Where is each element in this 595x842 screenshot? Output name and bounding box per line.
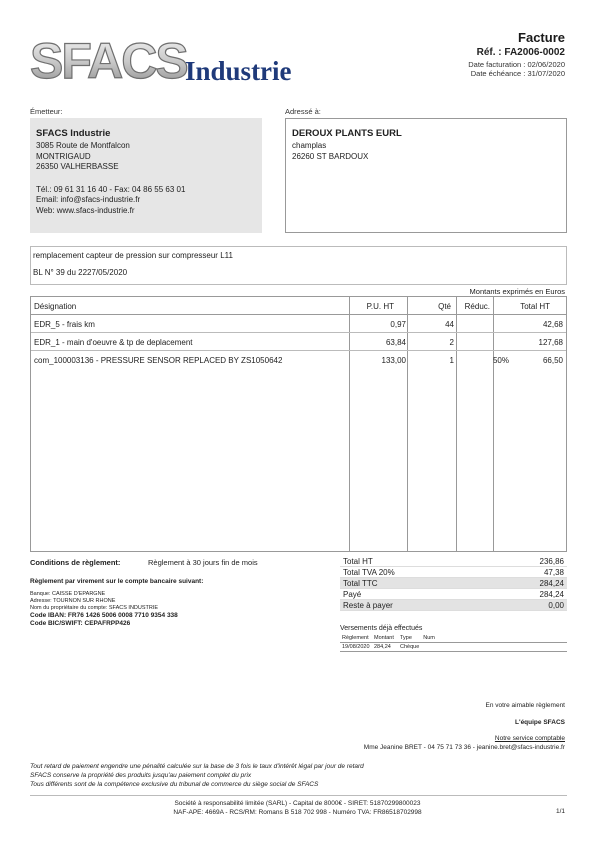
description-line-1: remplacement capteur de pression sur compresseur L11 [33, 251, 233, 260]
payment-conditions [30, 558, 320, 628]
payments-made [340, 625, 567, 652]
closing-line: En votre aimable règlement [485, 702, 565, 709]
payments-table: Règlement Montant Type Num 19/08/2020 284,24 Chèque [340, 634, 567, 652]
conditions-value: Règlement à 30 jours fin de mois [148, 558, 258, 567]
legal-footer [0, 799, 595, 817]
total-ht-row: Total HT 236,86 [340, 556, 567, 567]
header-discount: Réduc. [464, 302, 490, 311]
row-quantity: 1 [449, 356, 454, 365]
items-table [30, 296, 567, 552]
conditions-label: Conditions de règlement: [30, 558, 121, 567]
emitter-email: Email: info@sfacs-industrie.fr [36, 195, 141, 204]
footer-line-2: NAF-APE: 4669A - RCS/RM: Romans B 518 702 998 - Numéro TVA: FR86518702998 [173, 809, 422, 816]
header-total: Total HT [520, 302, 550, 311]
footer-line-1: Société à responsabilité limitée (SARL) - Capital de 8000€ - SIRET: 51870299800023 [174, 800, 421, 807]
row-quantity: 2 [449, 338, 454, 347]
row-total: 127,68 [538, 338, 563, 347]
emitter-address-3: 26350 VALHERBASSE [36, 162, 119, 171]
logo-industrie-text: Industrie [185, 56, 292, 86]
paid-row: Payé 284,24 [340, 589, 567, 600]
bank-address: Adresse: TOURNON SUR RHONE [30, 598, 116, 604]
row-designation: EDR_1 - main d'oeuvre & tp de deplacement [34, 338, 193, 347]
accounting-contact: Mme Jeanine BRET - 04 75 71 73 36 - jeanine.bret@sfacs-industrie.fr [363, 744, 565, 751]
table-row [31, 351, 566, 369]
recipient-address-2: 26260 ST BARDOUX [292, 151, 369, 161]
bic: Code BIC/SWIFT: CEPAFRPP426 [30, 620, 131, 627]
remaining-row: Reste à payer 0,00 [340, 600, 567, 611]
row-total: 42,68 [542, 320, 563, 329]
late-payment-terms: Tout retard de paiement engendre une pénalité calculée sur la base de 3 fois le taux d'intérêt légal par jour de retard SFACS conserve la propriété des produits jusqu'au paiement complet du prix Tous différents sont de la compétence exclusive du tribunal de commerce du siège social de SFACS [30, 763, 364, 788]
account-owner: Nom du propriétaire du compte: SFACS INDUSTRIE [30, 605, 159, 611]
table-row [31, 333, 566, 351]
row-unit-price: 0,97 [390, 320, 406, 329]
accounting-service: Notre service comptable [494, 735, 565, 742]
row-designation: com_100003136 - PRESSURE SENSOR REPLACED BY ZS1050642 [34, 356, 283, 365]
emitter-web: Web: www.sfacs-industrie.fr [36, 205, 135, 215]
table-row: 19/08/2020 284,24 Chèque [340, 643, 567, 652]
logo-sfacs-text: SFACS [30, 34, 187, 89]
emitter-name: SFACS Industrie [36, 128, 111, 139]
currency-note: Montants exprimés en Euros [469, 287, 565, 296]
row-quantity: 44 [445, 320, 454, 329]
description-line-2: BL N° 39 du 2227/05/2020 [33, 268, 128, 277]
page-number: 1/1 [555, 808, 565, 815]
recipient-name: DEROUX PLANTS EURL [292, 128, 402, 139]
invoice-date: Date facturation : 02/06/2020 [468, 60, 565, 69]
recipient-box [285, 118, 567, 233]
emitter-address-2: MONTRIGAUD [36, 151, 91, 161]
signature-team: L'équipe SFACS [515, 719, 565, 726]
recipient-address-1: champlas [292, 141, 327, 150]
iban: Code IBAN: FR76 1426 5006 0008 7710 9354 338 [30, 612, 178, 619]
payments-title: Versements déjà effectués [340, 625, 423, 632]
row-discount: 50% [492, 356, 509, 365]
table-row [31, 315, 566, 333]
footer-divider [30, 795, 567, 796]
row-unit-price: 133,00 [381, 356, 406, 365]
emitter-label: Émetteur: [30, 107, 63, 116]
totals-block [340, 556, 567, 611]
invoice-title: Facture [518, 30, 565, 45]
total-ttc-row: Total TTC 284,24 [340, 578, 567, 589]
header-designation: Désignation [34, 302, 77, 311]
recipient-label: Adressé à: [285, 107, 321, 116]
due-date: Date échéance : 31/07/2020 [470, 69, 565, 78]
company-logo [30, 34, 320, 90]
total-tva-row: Total TVA 20% 47,38 [340, 567, 567, 578]
emitter-box [30, 118, 262, 233]
bank-name: Banque: CAISSE D'EPARGNE [30, 591, 106, 597]
invoice-description [30, 246, 567, 285]
invoice-header [468, 30, 565, 78]
header-quantity: Qté [438, 302, 451, 311]
emitter-phone: Tél.: 09 61 31 16 40 - Fax: 04 86 55 63 01 [36, 184, 186, 194]
table-header [31, 297, 566, 315]
invoice-reference: Réf. : FA2006-0002 [476, 47, 565, 58]
header-unit-price: P.U. HT [366, 302, 394, 311]
emitter-address-1: 3085 Route de Montfalcon [36, 141, 130, 150]
row-unit-price: 63,84 [385, 338, 406, 347]
bank-transfer-title: Règlement par virement sur le compte bancaire suivant: [30, 578, 204, 585]
row-designation: EDR_5 - frais km [34, 320, 95, 329]
row-total: 66,50 [542, 356, 563, 365]
